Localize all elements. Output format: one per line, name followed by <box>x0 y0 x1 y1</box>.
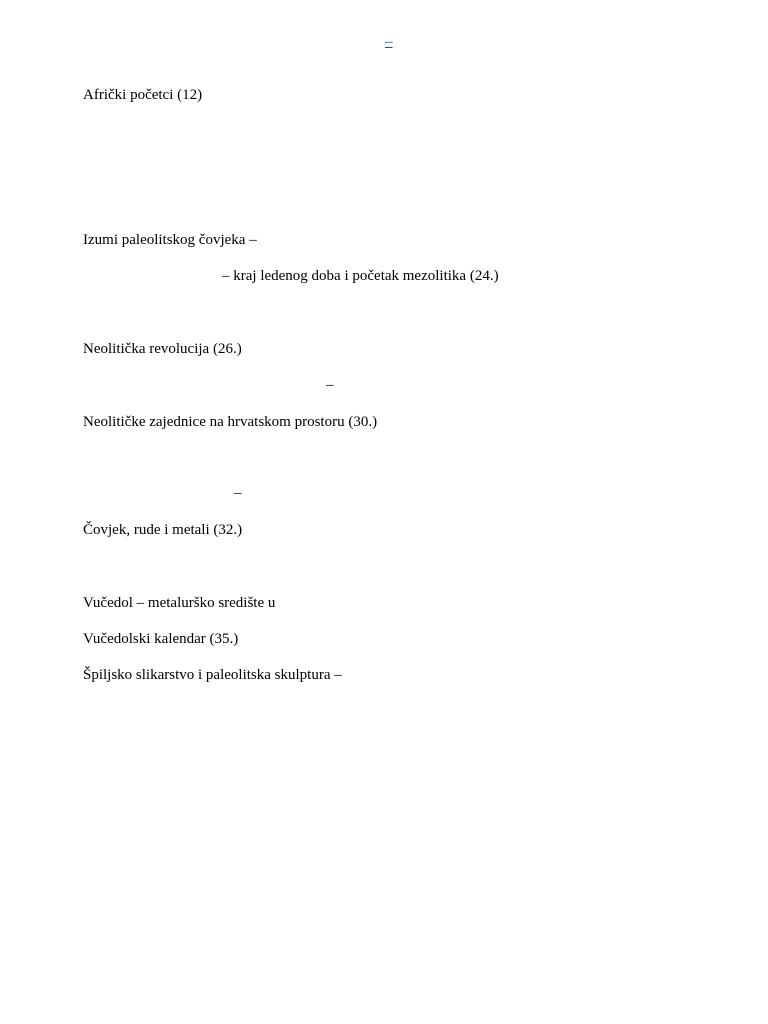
toc-entry-covjek-rude-i-metali: Čovjek, rude i metali (32.) <box>83 522 243 538</box>
toc-entry-neoliticke-zajednice: Neolitičke zajednice na hrvatskom prostoru (30.) <box>83 414 378 430</box>
toc-entry-izumi-paleolitskog-covjeka: Izumi paleolitskog čovjeka – <box>83 232 257 248</box>
toc-entry-africki-pocetci: Afrički početci (12) <box>83 87 203 103</box>
header-dash-link[interactable]: – <box>385 34 393 50</box>
toc-entry-neoliticka-revolucija: Neolitička revolucija (26.) <box>83 341 242 357</box>
toc-entry-kraj-ledenog-doba: – kraj ledenog doba i početak mezolitika (24.) <box>222 268 499 284</box>
toc-dash-1: – <box>326 377 334 393</box>
toc-entry-vucedol-metalursko-srediste: Vučedol – metalurško središte u <box>83 595 276 611</box>
toc-entry-vucedolski-kalendar: Vučedolski kalendar (35.) <box>83 631 239 647</box>
toc-dash-2: – <box>234 485 242 501</box>
toc-entry-spiljsko-slikarstvo: Špiljsko slikarstvo i paleolitska skulptura – <box>83 667 342 683</box>
